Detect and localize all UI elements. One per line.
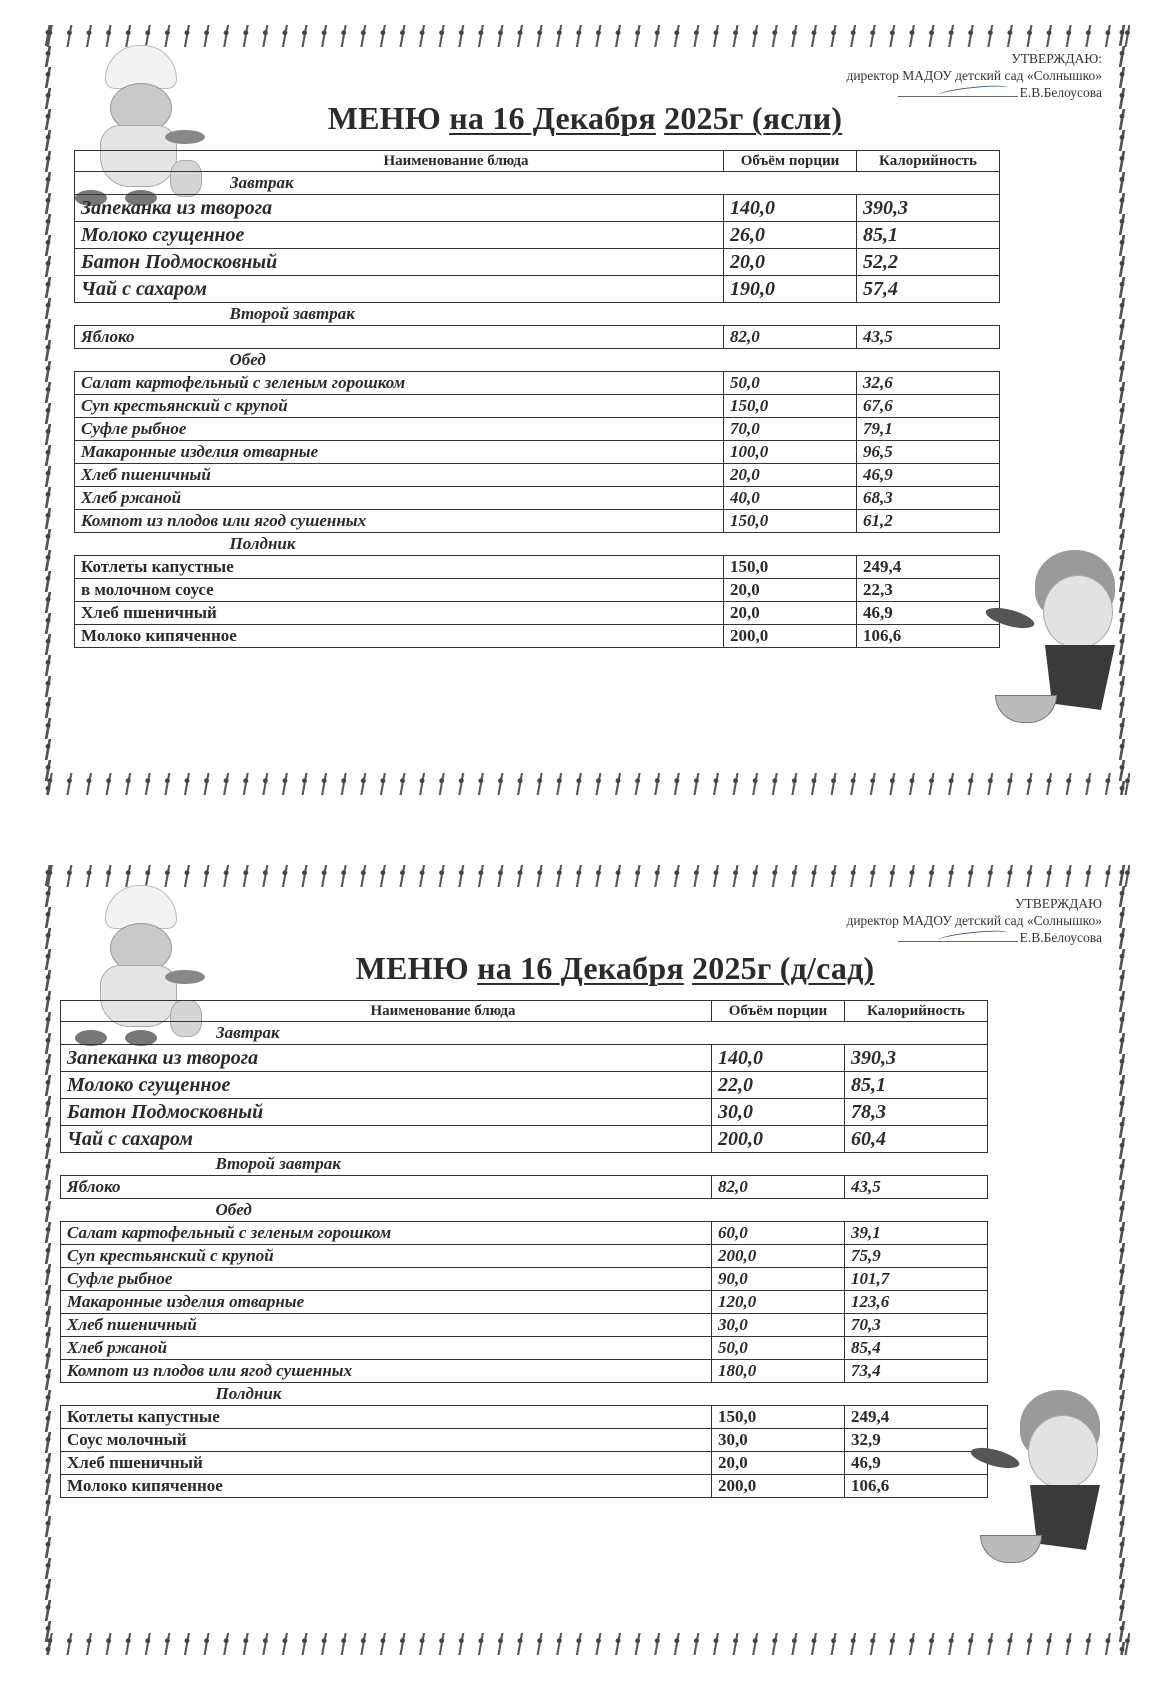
table-row: Суп крестьянский с крупой 200,0 75,9 (61, 1245, 988, 1268)
title-prefix: МЕНЮ (355, 950, 469, 986)
column-header-dish: Наименование блюда (75, 151, 724, 172)
menu-sheet-nursery (40, 25, 1130, 795)
decorative-border-top (40, 865, 1130, 887)
menu-table (60, 1000, 988, 1498)
approval-position: директор МАДОУ детский сад «Солнышко» (846, 68, 1102, 83)
page-title (240, 100, 930, 137)
section-header: Полдник (229, 534, 296, 553)
table-header (75, 151, 1000, 172)
section-header: Второй завтрак (229, 304, 355, 323)
title-date: на 16 Декабря (449, 100, 656, 136)
table-row: Молоко кипяченное 200,0 106,6 (61, 1475, 988, 1498)
column-header-portion: Объём порции (724, 151, 857, 172)
approval-stamp (846, 50, 1102, 101)
table-row: Макаронные изделия отварные 100,0 96,5 (75, 441, 1000, 464)
table-row: Суфле рыбное 90,0 101,7 (61, 1268, 988, 1291)
table-row: Запеканка из творога 140,0 390,3 (75, 195, 1000, 222)
table-row: Суп крестьянский с крупой 150,0 67,6 (75, 395, 1000, 418)
column-header-portion: Объём порции (712, 1001, 845, 1022)
table-row: Молоко кипяченное 200,0 106,6 (75, 625, 1000, 648)
section-header: Обед (229, 350, 266, 369)
table-row: Яблоко 82,0 43,5 (75, 326, 1000, 349)
table-row: Батон Подмосковный 20,0 52,2 (75, 249, 1000, 276)
table-row: Котлеты капустные 150,0 249,4 (75, 556, 1000, 579)
table-row: Хлеб ржаной 50,0 85,4 (61, 1337, 988, 1360)
table-row: Котлеты капустные 150,0 249,4 (61, 1406, 988, 1429)
title-year-group: 2025г (ясли) (664, 100, 843, 136)
menu-table (74, 150, 1000, 648)
table-row: Хлеб пшеничный 20,0 46,9 (75, 464, 1000, 487)
table-row: Суфле рыбное 70,0 79,1 (75, 418, 1000, 441)
table-row: Молоко сгущенное 22,0 85,1 (61, 1072, 988, 1099)
approval-name: Е.В.Белоусова (1019, 930, 1102, 945)
section-header: Обед (215, 1200, 252, 1219)
section-header: Второй завтрак (215, 1154, 341, 1173)
child-eating-illustration-icon (1000, 1390, 1120, 1570)
section-header: Завтрак (61, 1022, 988, 1045)
table-row: Хлеб пшеничный 20,0 46,9 (75, 602, 1000, 625)
title-year-group: 2025г (д/сад) (692, 950, 875, 986)
table-row: Макаронные изделия отварные 120,0 123,6 (61, 1291, 988, 1314)
table-row: Запеканка из творога 140,0 390,3 (61, 1045, 988, 1072)
table-row: Хлеб ржаной 40,0 68,3 (75, 487, 1000, 510)
section-header: Полдник (215, 1384, 282, 1403)
section-header: Завтрак (75, 172, 1000, 195)
menu-sheet-kindergarten (40, 865, 1130, 1655)
table-row: Компот из плодов или ягод сушенных 180,0 73,4 (61, 1360, 988, 1383)
decorative-border-bottom (40, 1633, 1130, 1655)
table-row: Соус молочный 30,0 32,9 (61, 1429, 988, 1452)
column-header-dish: Наименование блюда (61, 1001, 712, 1022)
table-row: Яблоко 82,0 43,5 (61, 1176, 988, 1199)
table-row: Чай с сахаром 190,0 57,4 (75, 276, 1000, 303)
title-prefix: МЕНЮ (327, 100, 441, 136)
table-row: Чай с сахаром 200,0 60,4 (61, 1126, 988, 1153)
approval-heading: УТВЕРЖДАЮ (1014, 896, 1102, 911)
column-header-calories: Калорийность (845, 1001, 988, 1022)
page-title (270, 950, 960, 987)
table-row: Салат картофельный с зеленым горошком 50,0 32,6 (75, 372, 1000, 395)
approval-heading: УТВЕРЖДАЮ: (1011, 51, 1102, 66)
signature-line (898, 86, 1018, 97)
table-row: Хлеб пшеничный 30,0 70,3 (61, 1314, 988, 1337)
table-row: Компот из плодов или ягод сушенных 150,0 61,2 (75, 510, 1000, 533)
title-date: на 16 Декабря (477, 950, 684, 986)
decorative-border-bottom (40, 773, 1130, 795)
table-header (61, 1001, 988, 1022)
approval-position: директор МАДОУ детский сад «Солнышко» (846, 913, 1102, 928)
decorative-border-top (40, 25, 1130, 47)
table-row: в молочном соусе 20,0 22,3 (75, 579, 1000, 602)
table-row: Салат картофельный с зеленым горошком 60,0 39,1 (61, 1222, 988, 1245)
child-eating-illustration-icon (1015, 550, 1135, 730)
column-header-calories: Калорийность (857, 151, 1000, 172)
table-row: Батон Подмосковный 30,0 78,3 (61, 1099, 988, 1126)
signature-line (898, 931, 1018, 942)
decorative-border-left (40, 25, 56, 795)
approval-stamp (846, 895, 1102, 946)
decorative-border-left (40, 865, 56, 1655)
table-row: Хлеб пшеничный 20,0 46,9 (61, 1452, 988, 1475)
approval-name: Е.В.Белоусова (1019, 85, 1102, 100)
table-row: Молоко сгущенное 26,0 85,1 (75, 222, 1000, 249)
